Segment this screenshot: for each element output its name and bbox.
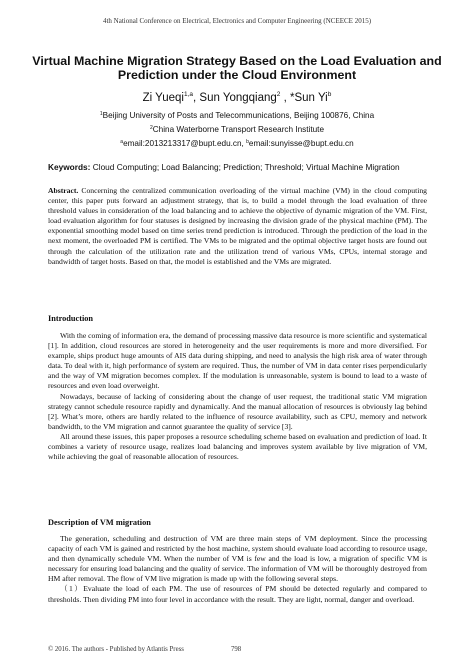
author-superscript: 2 (276, 91, 281, 98)
affiliation-superscript: 1 (99, 111, 103, 117)
paper-title: Virtual Machine Migration Strategy Based on the Load Evaluation and Prediction under the Cloud Environment (32, 54, 442, 82)
author-separator: , (193, 92, 200, 104)
description-body (48, 534, 427, 605)
author-superscript: b (327, 91, 332, 98)
affiliation-text: Beijing University of Posts and Telecommunications, Beijing 100876, China (102, 111, 375, 120)
abstract-text: Concerning the centralized communication overloading of the virtual machine (VM) in the cloud computing center, this paper puts forward an adjustment strategy, that is, to build a model through the load evaluation of three threshold values in consideration of the load balancing and to achieve the objective of dynamic migration of the VM. First, load evaluation algorithm for four statuses is designed by increasing the division grade of the physical machine (PM). The exponential smoothing model based on time series trend prediction is introduced. Through the prediction of the load in the next moment, the overloaded PM is certified. The VMs to be migrated and the optimal objective target hosts are found out through the calculation of the utilization rate and the utilization trend of various VMs, CPUs, internal storage and bandwidth of target hosts. Based on that, the model is established and the VMs are migrated. (48, 186, 427, 266)
paragraph: The generation, scheduling and destruction of VM are three main steps of VM deployment. Since the processing capacity of each VM is gained and restricted by the host machine, system should evaluate load according to resource usage, and then dynamically schedule VM. When the number of VM is few and the load is low, a migration of specific VM is necessary for ensuring load balancing and the quality of service. The information of VM will be thoroughly destroyed from HM after removal. The flow of VM live migration is made up with the following several steps. (48, 534, 427, 584)
author-superscript: 1,a (183, 91, 194, 98)
section-heading-introduction: Introduction (48, 314, 94, 323)
abstract-label: Abstract. (48, 186, 79, 195)
author-name: Sun Yongqiang (199, 92, 277, 104)
paragraph: Nowadays, because of lacking of considering about the change of user request, the traditional static VM migration strategy cannot schedule resource rapidly and dynamically. And the manual allocation of resources is obviously lag behind [2]. What’s more, others are hardly related to the influence of resource availability, such as CPU, memory and network bandwidth, to the VM migration and cannot guarantee the quality of service [3]. (48, 391, 427, 431)
author-separator: , (280, 92, 291, 104)
affiliation-superscript: 2 (149, 125, 153, 131)
conference-header: 4th National Conference on Electrical, Electronics and Computer Engineering (NCEECE 2015) (102, 17, 372, 25)
affiliation-1 (0, 111, 474, 120)
email-superscript: b (246, 139, 249, 145)
page-number: 798 (231, 646, 242, 653)
affiliation-text: China Waterborne Transport Research Institute (152, 125, 325, 134)
keywords-text: Cloud Computing; Load Balancing; Prediction; Threshold; Virtual Machine Migration (92, 162, 400, 172)
paragraph: （1）Evaluate the load of each PM. The use of resources of PM should be detected regularly and compared to thresholds. Then dividing PM into four level in accordance with the result. They are light, normal, danger and overload. (48, 584, 427, 604)
email-line (0, 139, 474, 148)
paragraph: With the coming of information era, the demand of processing massive data resource is more scientific and systematical [1]. In addition, cloud resources are stored in heterogeneity and the user requirements is more and more diversified. For example, ships product huge amounts of AIS data during shipping, and need to analysis the high risk area of water through data. To deal with it, high performance of system are required. Thus, the number of VM in data center rises perpendicularly and the way of VM migration becomes complex. If the modulation is unreasonable, system is bound to lead to a waste of resources and even load overweight. (48, 331, 427, 391)
abstract-block (48, 186, 427, 267)
author-line (0, 91, 474, 104)
introduction-body (48, 331, 427, 462)
section-heading-description: Description of VM migration (48, 518, 151, 527)
email-a: email:2013213317@bupt.edu.cn, (123, 139, 244, 148)
paragraph: All around these issues, this paper proposes a resource scheduling scheme based on evaluation and prediction of load. It combines a variety of resource usage, realizes load balancing and improves system available by live migration of VM, while achieving the goal of reasonable allocation of resources. (48, 431, 427, 462)
keywords-line (48, 162, 448, 172)
email-b: email:sunyisse@bupt.edu.cn (248, 139, 354, 148)
copyright-notice: © 2016. The authors - Published by Atlantis Press (48, 646, 184, 653)
email-superscript: a (120, 139, 124, 145)
keywords-label: Keywords: (48, 162, 91, 172)
affiliation-2 (0, 125, 474, 134)
author-name: Zi Yueqi (142, 92, 184, 104)
author-name: *Sun Yi (290, 92, 328, 104)
